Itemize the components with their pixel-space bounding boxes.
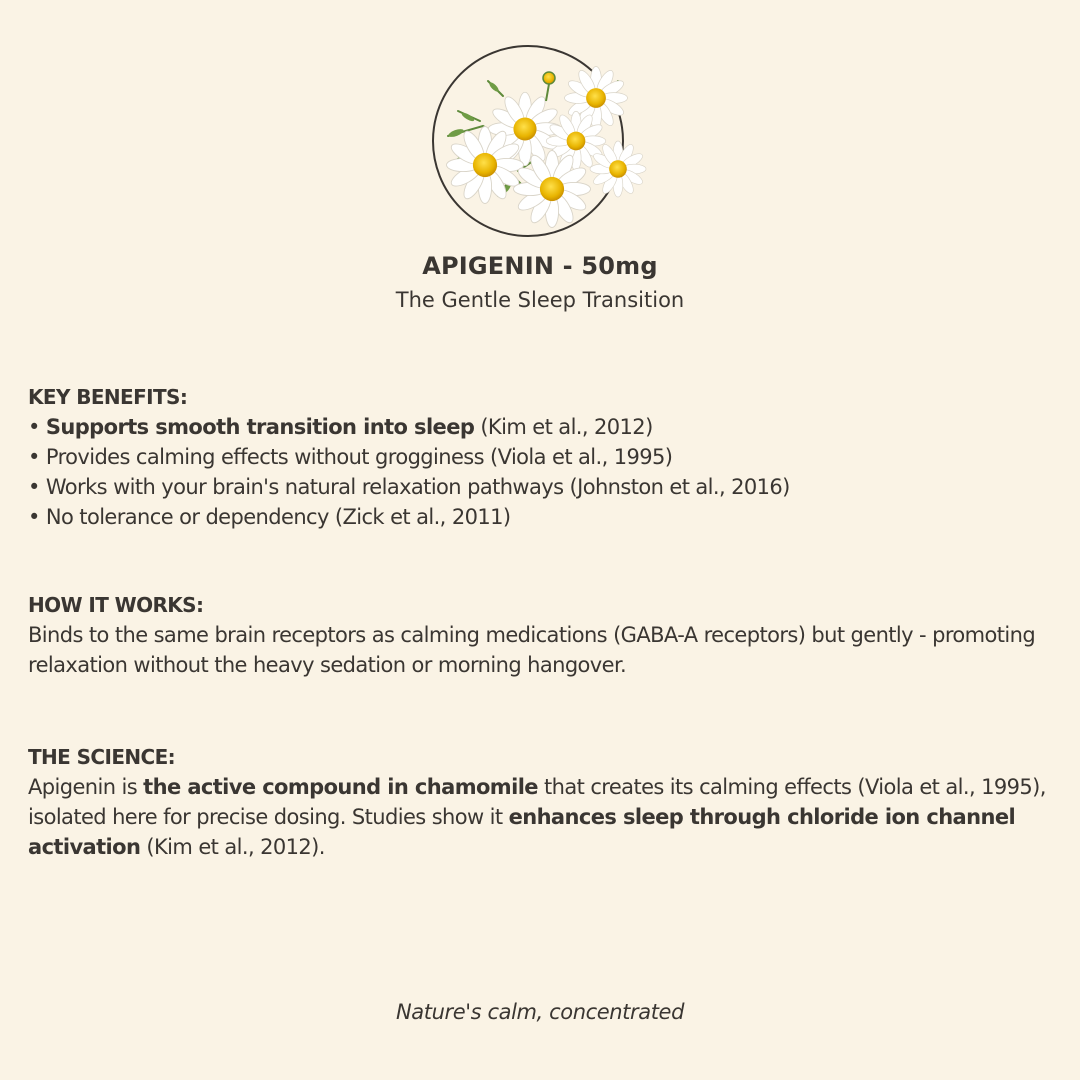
benefit-highlight: Supports smooth transition into sleep: [45, 415, 475, 439]
how-it-works-heading: HOW IT WORKS:: [28, 593, 204, 617]
benefit-item: [28, 412, 1058, 442]
bullet: •: [28, 415, 46, 439]
benefit-text: No tolerance or dependency (Zick et al., 2011): [45, 505, 511, 529]
bullet: •: [28, 505, 46, 529]
product-subtitle: The Gentle Sleep Transition: [395, 288, 685, 312]
chamomile-image-frame: [432, 45, 624, 237]
key-benefits-section: [28, 382, 1058, 532]
science-heading: THE SCIENCE:: [28, 745, 176, 769]
science-section: [28, 742, 1058, 862]
how-it-works-text: Binds to the same brain receptors as calming medications (GABA-A receptors) but gently - promoting relaxation without the heavy sedation or morning hangover.: [28, 623, 1036, 677]
science-text-part: that creates its calming effects (Viola et al., 1995), isolated here for precise dosing. Studies show it: [28, 775, 1046, 829]
benefit-text: Provides calming effects without grogginess (Viola et al., 1995): [45, 445, 673, 469]
bullet: •: [28, 475, 46, 499]
science-text-part: Apigenin is: [28, 775, 144, 799]
benefit-item: [28, 502, 1058, 532]
key-benefits-heading: KEY BENEFITS:: [28, 385, 188, 409]
science-text-part: (Kim et al., 2012).: [140, 835, 325, 859]
benefit-item: [28, 472, 1058, 502]
bullet: •: [28, 445, 46, 469]
benefit-text: (Kim et al., 2012): [474, 415, 653, 439]
science-highlight: enhances sleep through chloride ion channel activation: [28, 805, 1016, 859]
tagline: Nature's calm, concentrated: [395, 1000, 685, 1024]
benefit-item: [28, 442, 1058, 472]
benefits-list: [28, 412, 1058, 532]
how-it-works-section: [28, 590, 1058, 680]
chamomile-flowers-icon: [428, 41, 658, 241]
science-highlight: the active compound in chamomile: [143, 775, 538, 799]
science-text: [28, 772, 1058, 862]
product-title: APIGENIN - 50mg: [422, 252, 658, 280]
benefit-text: Works with your brain's natural relaxation pathways (Johnston et al., 2016): [45, 475, 790, 499]
